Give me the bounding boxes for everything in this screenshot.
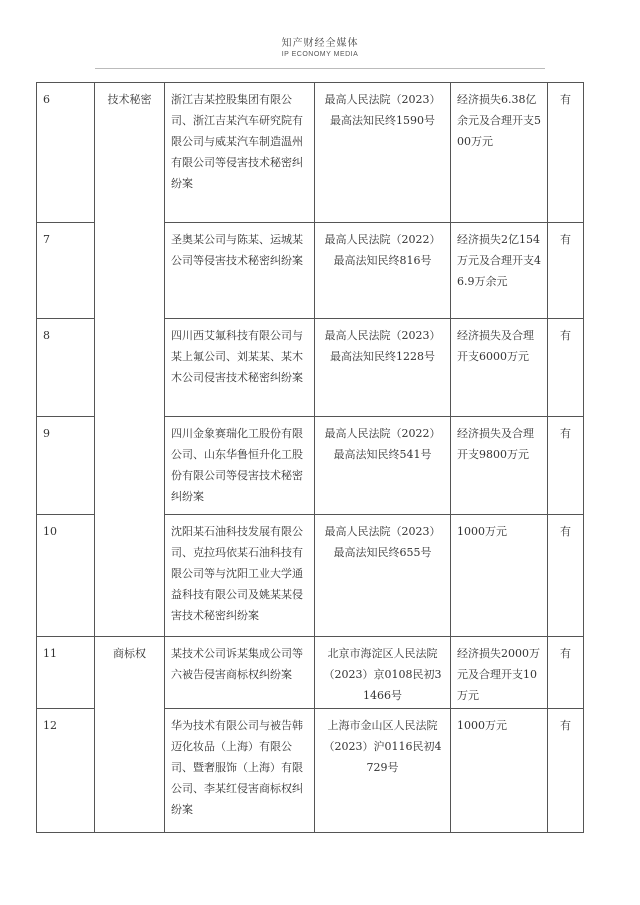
case-parties: 华为技术有限公司与被告韩迈化妆品（上海）有限公司、暨奢服饰（上海）有限公司、李某红侵害商标权纠纷案	[165, 709, 315, 833]
case-flag: 有	[548, 417, 584, 515]
case-category: 商标权	[95, 637, 165, 833]
case-flag: 有	[548, 223, 584, 319]
case-parties: 沈阳某石油科技发展有限公司、克拉玛依某石油科技有限公司等与沈阳工业大学通益科技有限公司及姚某某侵害技术秘密纠纷案	[165, 515, 315, 637]
case-amount: 经济损失及合理开支6000万元	[451, 319, 548, 417]
case-flag: 有	[548, 319, 584, 417]
table-row	[37, 83, 584, 223]
case-court: 最高人民法院（2022）最高法知民终541号	[315, 417, 451, 515]
case-amount: 1000万元	[451, 709, 548, 833]
case-flag: 有	[548, 709, 584, 833]
case-court: 上海市金山区人民法院（2023）沪0116民初4729号	[315, 709, 451, 833]
case-amount: 经济损失2亿154万元及合理开支46.9万余元	[451, 223, 548, 319]
case-court: 最高人民法院（2023）最高法知民终655号	[315, 515, 451, 637]
case-flag: 有	[548, 83, 584, 223]
case-amount: 经济损失6.38亿余元及合理开支500万元	[451, 83, 548, 223]
case-parties: 四川西艾氟科技有限公司与某上氟公司、刘某某、某木木公司侵害技术秘密纠纷案	[165, 319, 315, 417]
case-flag: 有	[548, 637, 584, 709]
case-parties: 四川金象赛瑞化工股份有限公司、山东华鲁恒升化工股份有限公司等侵害技术秘密纠纷案	[165, 417, 315, 515]
brand-name-en: IP ECONOMY MEDIA	[281, 51, 359, 58]
case-court: 北京市海淀区人民法院（2023）京0108民初31466号	[315, 637, 451, 709]
case-amount: 经济损失2000万元及合理开支10万元	[451, 637, 548, 709]
case-category: 技术秘密	[95, 83, 165, 637]
brand-name-cn: 知产财经全媒体	[281, 38, 359, 49]
case-number: 9	[37, 417, 95, 515]
case-court: 最高人民法院（2023）最高法知民终1590号	[315, 83, 451, 223]
case-amount: 经济损失及合理开支9800万元	[451, 417, 548, 515]
case-parties: 某技术公司诉某集成公司等六被告侵害商标权纠纷案	[165, 637, 315, 709]
case-court: 最高人民法院（2023）最高法知民终1228号	[315, 319, 451, 417]
case-number: 8	[37, 319, 95, 417]
case-number: 11	[37, 637, 95, 709]
table-row	[37, 637, 584, 709]
page-header	[0, 38, 640, 60]
case-court: 最高人民法院（2022）最高法知民终816号	[315, 223, 451, 319]
case-flag: 有	[548, 515, 584, 637]
case-parties: 浙江吉某控股集团有限公司、浙江吉某汽车研究院有限公司与威某汽车制造温州有限公司等侵害技术秘密纠纷案	[165, 83, 315, 223]
case-number: 6	[37, 83, 95, 223]
case-table	[36, 82, 584, 833]
case-number: 7	[37, 223, 95, 319]
case-parties: 圣奥某公司与陈某、运城某公司等侵害技术秘密纠纷案	[165, 223, 315, 319]
case-number: 10	[37, 515, 95, 637]
case-number: 12	[37, 709, 95, 833]
header-divider	[95, 68, 545, 69]
case-amount: 1000万元	[451, 515, 548, 637]
